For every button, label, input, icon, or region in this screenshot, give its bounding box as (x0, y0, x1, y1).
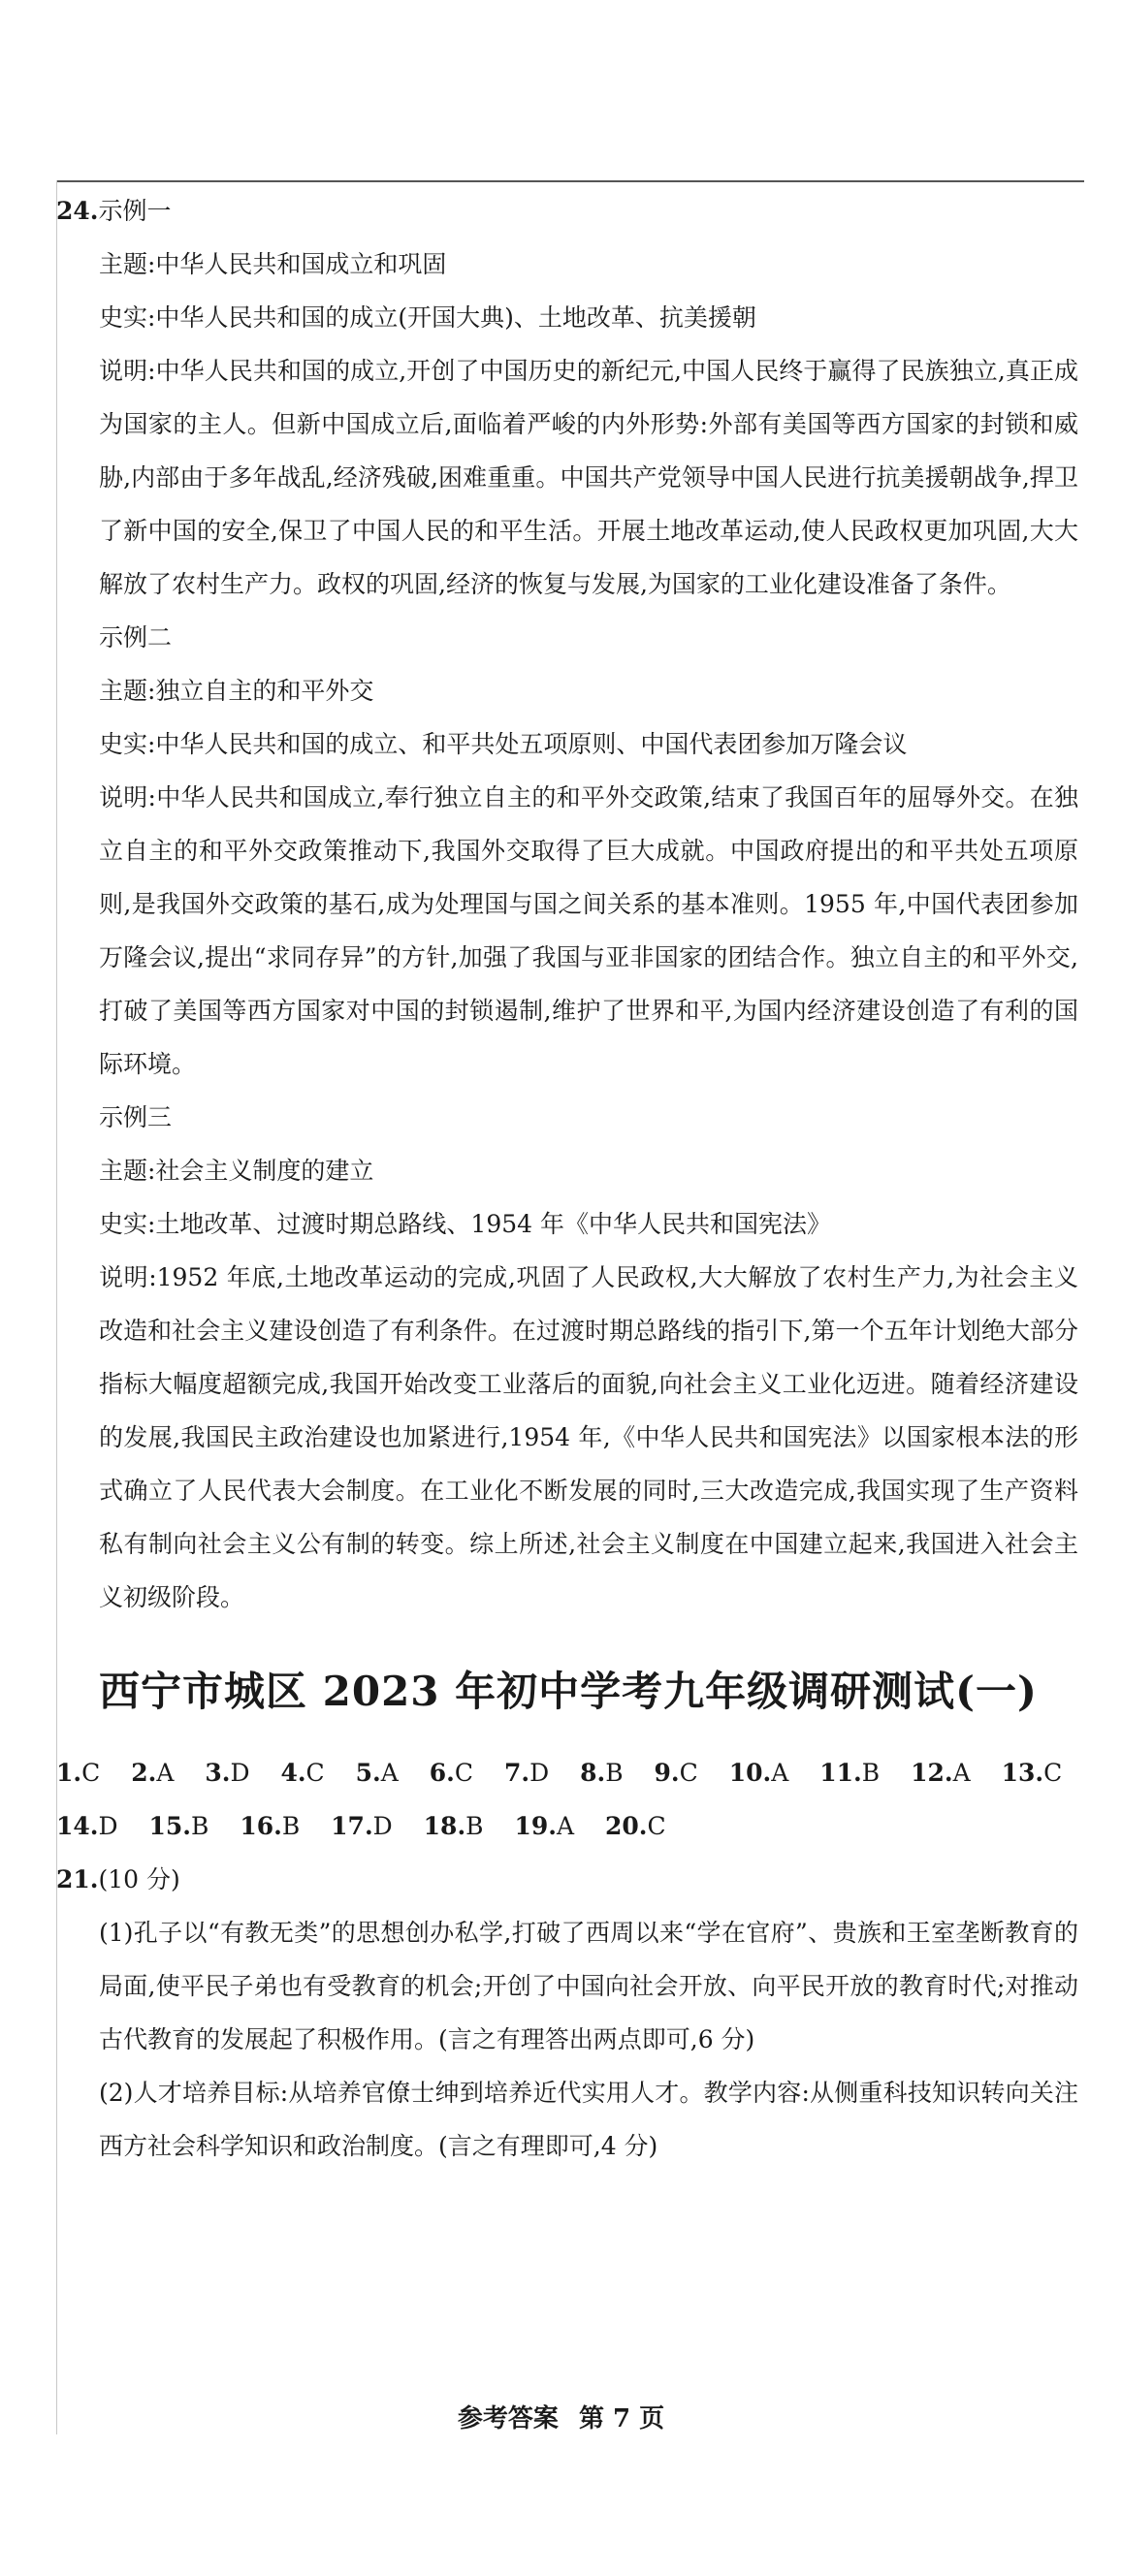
example2-facts: 史实:中华人民共和国的成立、和平共处五项原则、中国代表团参加万隆会议 (99, 730, 908, 758)
answer-item: 11.B (819, 1759, 881, 1787)
answer-item: 2.A (131, 1759, 175, 1787)
footer-page-number: 第 7 页 (578, 2404, 665, 2433)
answers-row-2 (56, 1799, 1084, 1853)
answer-item: 20.C (605, 1812, 666, 1840)
q21-part2: (2)人才培养目标:从培养官僚士绅到培养近代实用人才。教学内容:从侧重科技知识转向关注西方社会科学知识和政治制度。(言之有理即可,4 分) (99, 2079, 1078, 2160)
answer-item: 14.D (56, 1812, 118, 1840)
q24-number: 24. (56, 197, 99, 225)
example3-label: 示例三 (99, 1103, 173, 1131)
page-footer (0, 2399, 1122, 2434)
answer-page (56, 184, 1084, 2173)
section-title: 西宁市城区 2023 年初中学考九年级调研测试(一) (99, 1668, 1038, 1715)
example3-explanation: 说明:1952 年底,土地改革运动的完成,巩固了人民政权,大大解放了农村生产力,为社会主义改造和社会主义建设创造了有利条件。在过渡时期总路线的指引下,第一个五年计划绝大部分指标大幅度超额完成,我国开始改变工业落后的面貌,向社会主义工业化迈进。随着经济建设的发展,我国民主政治建设也加紧进行,1954 年,《中华人民共和国宪法》以国家根本法的形式确立了人民代表大会制度。在工业化不断发展的同时,三大改造完成,我国实现了生产资料私有制向社会主义公有制的转变。综上所述,社会主义制度在中国建立起来,我国进入社会主义初级阶段。 (99, 1263, 1078, 1611)
answer-item: 18.B (423, 1812, 484, 1840)
answer-item: 8.B (580, 1759, 624, 1787)
answer-item: 9.C (654, 1759, 698, 1787)
footer-label: 参考答案 (457, 2404, 559, 2433)
answers-row-1 (56, 1746, 1084, 1799)
answer-item: 5.A (355, 1759, 399, 1787)
example1-label: 示例一 (98, 197, 172, 225)
q21-heading (56, 1853, 1084, 1906)
q21-part1: (1)孔子以“有教无类”的思想创办私学,打破了西周以来“学在官府”、贵族和王室垄断教育的局面,使平民子弟也有受教育的机会;开创了中国向社会开放、向平民开放的教育时代;对推动古代教育的发展起了积极作用。(言之有理答出两点即可,6 分) (99, 1919, 1078, 2053)
header-rule (56, 180, 1084, 182)
example1-explanation: 说明:中华人民共和国的成立,开创了中国历史的新纪元,中国人民终于赢得了民族独立,真正成为国家的主人。但新中国成立后,面临着严峻的内外形势:外部有美国等西方国家的封锁和威胁,内部由于多年战乱,经济残破,困难重重。中国共产党领导中国人民进行抗美援朝战争,捍卫了新中国的安全,保卫了中国人民的和平生活。开展土地改革运动,使人民政权更加巩固,大大解放了农村生产力。政权的巩固,经济的恢复与发展,为国家的工业化建设准备了条件。 (99, 357, 1078, 598)
q24-heading (56, 184, 1084, 238)
answer-item: 12.A (911, 1759, 971, 1787)
q21-score: (10 分) (98, 1865, 180, 1893)
q21-number: 21. (56, 1865, 99, 1893)
example3-theme: 主题:社会主义制度的建立 (99, 1157, 374, 1185)
answer-item: 3.D (205, 1759, 250, 1787)
answer-item: 6.C (429, 1759, 474, 1787)
answer-item: 10.A (728, 1759, 789, 1787)
answer-item: 4.C (280, 1759, 325, 1787)
example2-label: 示例二 (99, 623, 173, 652)
answer-item: 17.D (331, 1812, 393, 1840)
example3-facts: 史实:土地改革、过渡时期总路线、1954 年《中华人民共和国宪法》 (99, 1210, 831, 1238)
answer-item: 16.B (240, 1812, 301, 1840)
answer-item: 7.D (503, 1759, 550, 1787)
example2-theme: 主题:独立自主的和平外交 (99, 677, 374, 705)
example2-explanation: 说明:中华人民共和国成立,奉行独立自主的和平外交政策,结束了我国百年的屈辱外交。在独立自主的和平外交政策推动下,我国外交取得了巨大成就。中国政府提出的和平共处五项原则,是我国外交政策的基石,成为处理国与国之间关系的基本准则。1955 年,中国代表团参加万隆会议,提出“求同存异”的方针,加强了我国与亚非国家的团结合作。独立自主的和平外交,打破了美国等西方国家对中国的封锁遏制,维护了世界和平,为国内经济建设创造了有利的国际环境。 (99, 783, 1078, 1078)
answer-item: 1.C (56, 1759, 101, 1787)
answer-item: 19.A (514, 1812, 575, 1840)
example1-facts: 史实:中华人民共和国的成立(开国大典)、土地改革、抗美援朝 (99, 303, 756, 332)
answer-item: 13.C (1001, 1759, 1063, 1787)
example1-theme: 主题:中华人民共和国成立和巩固 (99, 250, 447, 278)
answer-item: 15.B (148, 1812, 209, 1840)
